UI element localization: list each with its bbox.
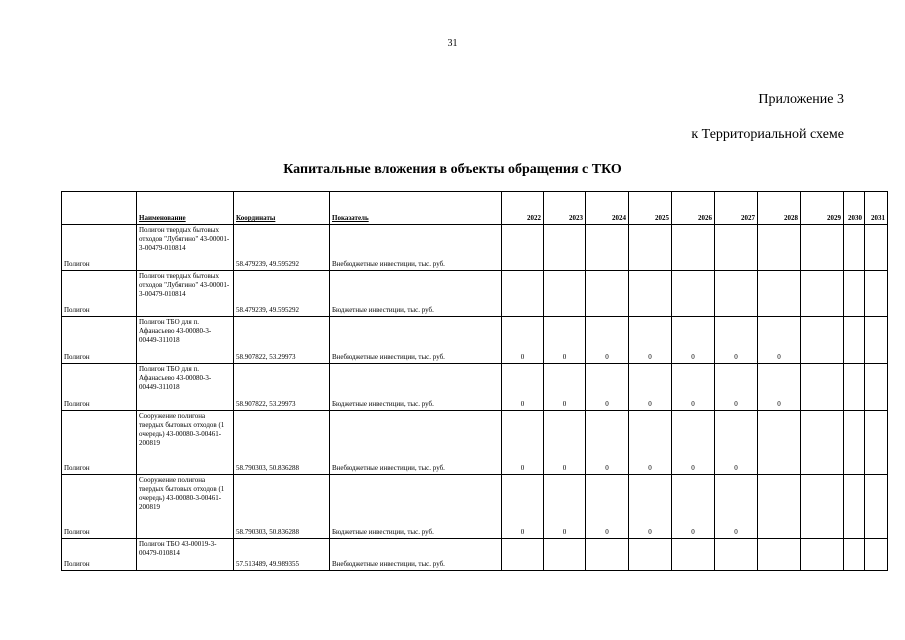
header-year: 2025 bbox=[629, 192, 672, 225]
row-value-cell: 0 bbox=[544, 411, 586, 475]
header-year: 2023 bbox=[544, 192, 586, 225]
row-value-cell bbox=[801, 539, 844, 571]
header-year: 2024 bbox=[586, 192, 629, 225]
row-value-cell bbox=[586, 225, 629, 271]
row-name-cell: Полигон твердых бытовых отходов "Лубягино" 43-00001-3-00479-010814 bbox=[137, 271, 234, 317]
row-value-cell: 0 bbox=[586, 411, 629, 475]
document-title: Капитальные вложения в объекты обращения с ТКО bbox=[283, 162, 622, 177]
row-value-cell bbox=[801, 364, 844, 411]
row-value-cell bbox=[865, 411, 888, 475]
row-value-cell bbox=[758, 271, 801, 317]
row-value-cell: 0 bbox=[629, 475, 672, 539]
table-row bbox=[62, 225, 888, 271]
row-value-cell: 0 bbox=[502, 475, 544, 539]
table-row bbox=[62, 411, 888, 475]
row-indicator-cell: Внебюджетные инвестиции, тыс. руб. bbox=[330, 317, 502, 364]
table-row bbox=[62, 364, 888, 411]
row-coords-cell: 58.479239, 49.595292 bbox=[234, 271, 330, 317]
row-name-cell: Сооружение полигона твердых бытовых отходов (1 очередь) 43-00080-3-00461-200819 bbox=[137, 411, 234, 475]
row-value-cell bbox=[801, 475, 844, 539]
row-value-cell bbox=[844, 317, 865, 364]
row-value-cell bbox=[629, 539, 672, 571]
row-name-cell: Сооружение полигона твердых бытовых отходов (1 очередь) 43-00080-3-00461-200819 bbox=[137, 475, 234, 539]
row-value-cell bbox=[844, 271, 865, 317]
row-name-cell: Полигон ТБО для п. Афанасьево 43-00080-3-00449-311018 bbox=[137, 364, 234, 411]
row-value-cell: 0 bbox=[629, 364, 672, 411]
row-type-cell: Полигон bbox=[62, 271, 137, 317]
row-value-cell: 0 bbox=[672, 475, 715, 539]
row-value-cell: 0 bbox=[758, 317, 801, 364]
row-value-cell: 0 bbox=[502, 411, 544, 475]
header-year: 2026 bbox=[672, 192, 715, 225]
row-type-cell: Полигон bbox=[62, 539, 137, 571]
row-value-cell: 0 bbox=[715, 411, 758, 475]
row-value-cell bbox=[865, 225, 888, 271]
row-value-cell bbox=[672, 539, 715, 571]
header-year: 2029 bbox=[801, 192, 844, 225]
table-row bbox=[62, 475, 888, 539]
row-value-cell bbox=[758, 475, 801, 539]
row-value-cell bbox=[801, 271, 844, 317]
row-value-cell bbox=[715, 271, 758, 317]
row-coords-cell: 58.907822, 53.29973 bbox=[234, 317, 330, 364]
table-header-row bbox=[62, 192, 888, 225]
row-value-cell bbox=[502, 271, 544, 317]
row-value-cell bbox=[865, 539, 888, 571]
row-coords-cell: 58.790303, 50.836288 bbox=[234, 411, 330, 475]
row-indicator-cell: Внебюджетные инвестиции, тыс. руб. bbox=[330, 539, 502, 571]
row-value-cell bbox=[629, 271, 672, 317]
row-value-cell bbox=[844, 539, 865, 571]
row-value-cell bbox=[672, 271, 715, 317]
row-value-cell: 0 bbox=[715, 364, 758, 411]
row-value-cell bbox=[544, 539, 586, 571]
header-coords: Координаты bbox=[234, 192, 330, 225]
row-value-cell: 0 bbox=[672, 364, 715, 411]
row-type-cell: Полигон bbox=[62, 225, 137, 271]
row-value-cell bbox=[865, 271, 888, 317]
row-indicator-cell: Бюджетные инвестиции, тыс. руб. bbox=[330, 364, 502, 411]
table-row bbox=[62, 539, 888, 571]
row-value-cell bbox=[544, 225, 586, 271]
header-name: Наименование bbox=[137, 192, 234, 225]
row-value-cell bbox=[844, 364, 865, 411]
row-value-cell bbox=[629, 225, 672, 271]
page-number: 31 bbox=[447, 38, 458, 49]
header-year: 2031 bbox=[865, 192, 888, 225]
row-value-cell: 0 bbox=[629, 411, 672, 475]
header-year: 2027 bbox=[715, 192, 758, 225]
row-value-cell bbox=[672, 225, 715, 271]
row-type-cell: Полигон bbox=[62, 411, 137, 475]
row-value-cell bbox=[586, 539, 629, 571]
row-value-cell: 0 bbox=[502, 317, 544, 364]
row-value-cell bbox=[715, 225, 758, 271]
row-value-cell: 0 bbox=[715, 475, 758, 539]
row-name-cell: Полигон ТБО для п. Афанасьево 43-00080-3-00449-311018 bbox=[137, 317, 234, 364]
row-value-cell: 0 bbox=[586, 475, 629, 539]
header-year: 2028 bbox=[758, 192, 801, 225]
row-coords-cell: 58.479239, 49.595292 bbox=[234, 225, 330, 271]
row-indicator-cell: Внебюджетные инвестиции, тыс. руб. bbox=[330, 411, 502, 475]
row-value-cell bbox=[865, 317, 888, 364]
row-type-cell: Полигон bbox=[62, 364, 137, 411]
header-indicator: Показатель bbox=[330, 192, 502, 225]
row-indicator-cell: Бюджетные инвестиции, тыс. руб. bbox=[330, 475, 502, 539]
row-value-cell bbox=[502, 225, 544, 271]
row-indicator-cell: Внебюджетные инвестиции, тыс. руб. bbox=[330, 225, 502, 271]
row-value-cell: 0 bbox=[502, 364, 544, 411]
row-value-cell bbox=[758, 411, 801, 475]
appendix-label: Приложение 3 bbox=[758, 92, 844, 107]
row-value-cell: 0 bbox=[715, 317, 758, 364]
capex-table bbox=[61, 191, 888, 571]
row-value-cell bbox=[865, 364, 888, 411]
row-value-cell bbox=[586, 271, 629, 317]
row-value-cell bbox=[844, 475, 865, 539]
row-value-cell bbox=[544, 271, 586, 317]
row-value-cell: 0 bbox=[629, 317, 672, 364]
header-type bbox=[62, 192, 137, 225]
row-name-cell: Полигон ТБО 43-00019-3-00479-010814 bbox=[137, 539, 234, 571]
row-type-cell: Полигон bbox=[62, 317, 137, 364]
row-value-cell: 0 bbox=[586, 317, 629, 364]
row-coords-cell: 57.513489, 49.989355 bbox=[234, 539, 330, 571]
row-value-cell bbox=[865, 475, 888, 539]
row-value-cell: 0 bbox=[672, 411, 715, 475]
row-coords-cell: 58.790303, 50.836288 bbox=[234, 475, 330, 539]
row-value-cell bbox=[801, 411, 844, 475]
row-value-cell: 0 bbox=[544, 317, 586, 364]
row-value-cell: 0 bbox=[544, 475, 586, 539]
row-value-cell bbox=[502, 539, 544, 571]
row-value-cell bbox=[844, 411, 865, 475]
row-value-cell bbox=[758, 539, 801, 571]
appendix-subtitle: к Территориальной схеме bbox=[691, 127, 844, 142]
row-name-cell: Полигон твердых бытовых отходов "Лубягино" 43-00001-3-00479-010814 bbox=[137, 225, 234, 271]
row-type-cell: Полигон bbox=[62, 475, 137, 539]
row-value-cell bbox=[758, 225, 801, 271]
table-row bbox=[62, 317, 888, 364]
row-indicator-cell: Бюджетные инвестиции, тыс. руб. bbox=[330, 271, 502, 317]
row-value-cell: 0 bbox=[586, 364, 629, 411]
row-value-cell bbox=[844, 225, 865, 271]
row-coords-cell: 58.907822, 53.29973 bbox=[234, 364, 330, 411]
row-value-cell: 0 bbox=[544, 364, 586, 411]
header-year: 2022 bbox=[502, 192, 544, 225]
table-row bbox=[62, 271, 888, 317]
row-value-cell: 0 bbox=[758, 364, 801, 411]
row-value-cell bbox=[801, 225, 844, 271]
header-year: 2030 bbox=[844, 192, 865, 225]
row-value-cell bbox=[715, 539, 758, 571]
row-value-cell bbox=[801, 317, 844, 364]
row-value-cell: 0 bbox=[672, 317, 715, 364]
